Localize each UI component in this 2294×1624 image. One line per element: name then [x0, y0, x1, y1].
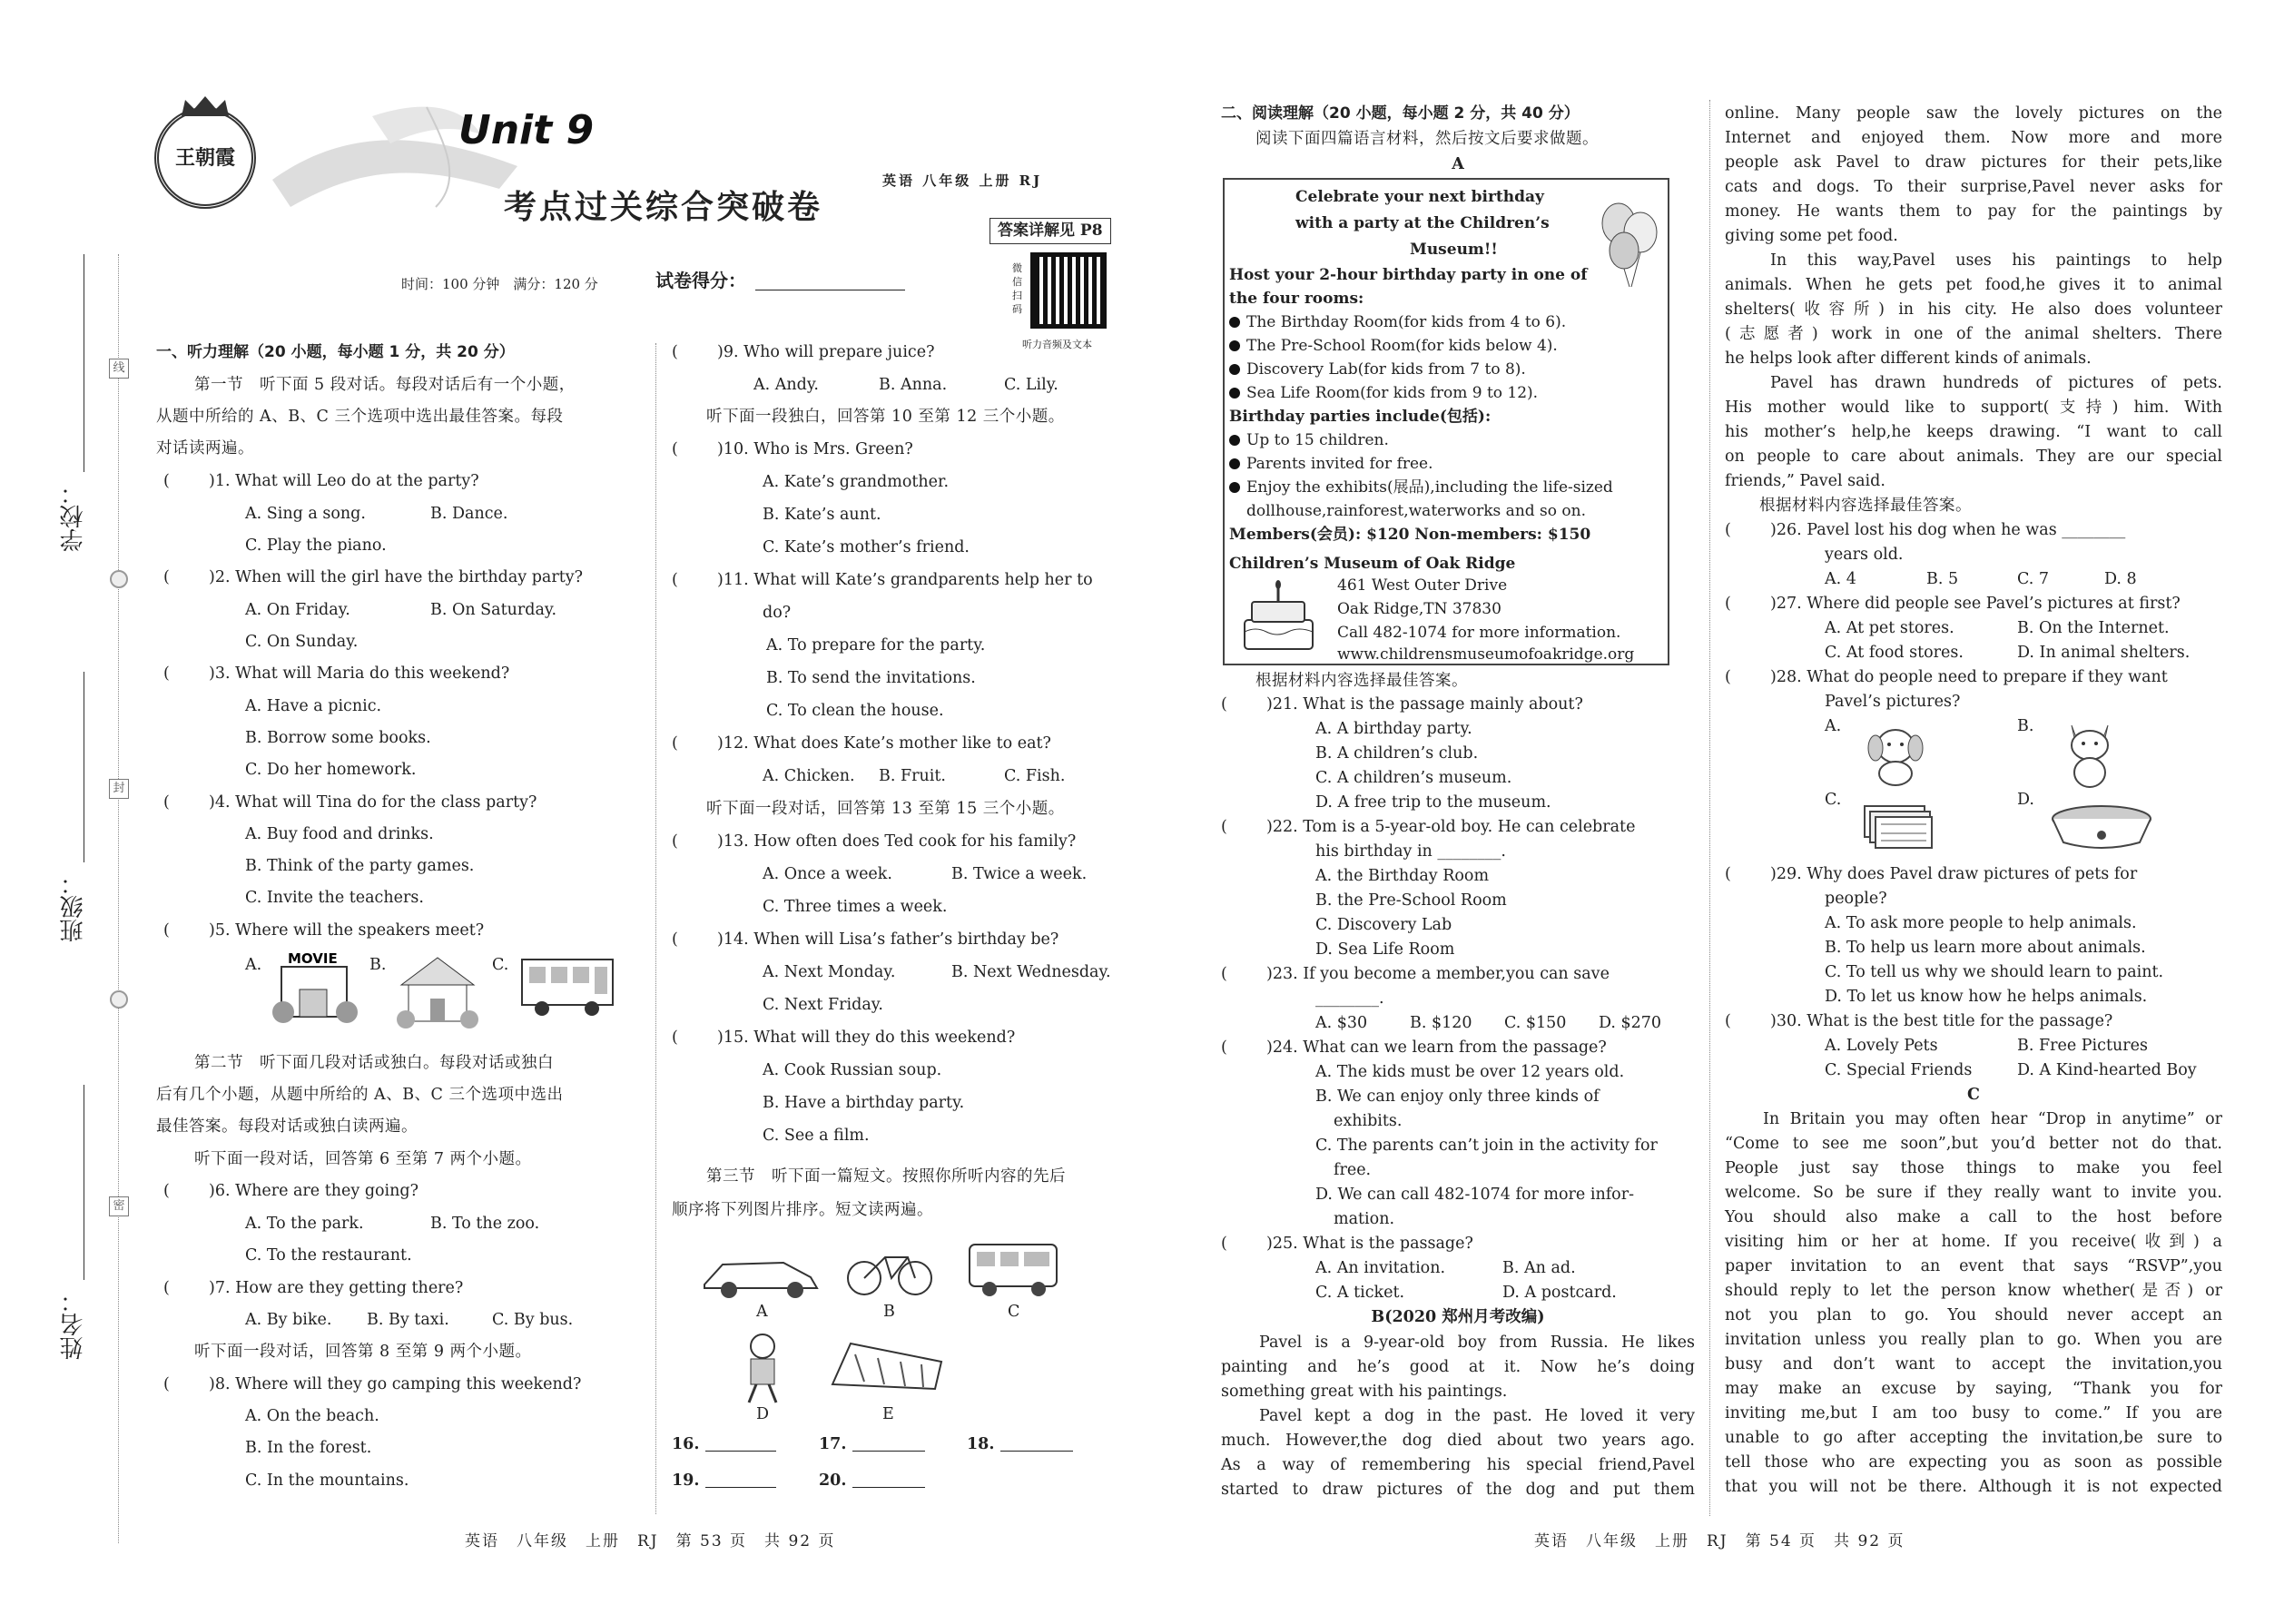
question-26-stem: )26. Pavel lost his dog when he was ________ [1770, 521, 2126, 539]
q6-option-b[interactable]: B. To the zoo. [430, 1215, 540, 1233]
answer-bracket[interactable]: ( [1221, 965, 1227, 983]
score-label: 试卷得分： [655, 270, 746, 291]
qr-side-text: 微信扫码 [1012, 262, 1022, 315]
pic-label-e: E [882, 1405, 894, 1423]
instruction-b: 根据材料内容选择最佳答案。 [1759, 497, 1972, 515]
q27-option-a[interactable]: A. At pet stores. [1825, 619, 1954, 637]
seal-mark: 密 [109, 1196, 129, 1216]
balloons-icon [1597, 198, 1662, 289]
q30-option-a[interactable]: A. Lovely Pets [1825, 1037, 1938, 1055]
train-picture [828, 1334, 946, 1398]
answer-bracket[interactable]: ( [672, 930, 678, 949]
answer-bracket[interactable]: ( [672, 343, 678, 361]
question-1-stem: )1. What will Leo do at the party? [209, 472, 479, 490]
ad-box [1223, 178, 1669, 665]
q1-option-a[interactable]: A. Sing a song. [245, 505, 366, 523]
order-blank-20[interactable]: 20. [819, 1469, 925, 1493]
q26-option-a[interactable]: A. 4 [1825, 570, 1856, 588]
question-30-stem: )30. What is the best title for the passage? [1770, 1012, 2113, 1030]
note-6-7: 听下面一段对话，回答第 6 至第 7 两个小题。 [194, 1150, 532, 1168]
q25-option-d[interactable]: D. A postcard. [1502, 1284, 1617, 1302]
q8-option-b[interactable]: B. In the forest. [245, 1439, 372, 1457]
answer-bracket[interactable]: ( [1221, 695, 1227, 714]
school-label: 学校： [60, 481, 87, 552]
q21-option-b[interactable]: B. A children’s club. [1315, 744, 1479, 763]
q2-option-a[interactable]: A. On Friday. [245, 601, 350, 619]
q24-option-c-cont: free. [1334, 1161, 1372, 1179]
q24-option-b-cont: exhibits. [1334, 1112, 1403, 1130]
q21-option-a[interactable]: A. A birthday party. [1315, 720, 1472, 738]
answer-bracket[interactable]: ( [672, 832, 678, 851]
q14-option-b[interactable]: B. Next Wednesday. [951, 963, 1111, 981]
q11-option-a[interactable]: A. To prepare for the party. [766, 636, 986, 655]
q10-option-a[interactable]: A. Kate’s grandmother. [763, 473, 950, 491]
ad-title: Celebrate your next birthday [1295, 188, 1544, 206]
question-29-stem: )29. Why does Pavel draw pictures of pets for [1770, 865, 2138, 883]
question-23-stem-cont: ________. [1315, 989, 1384, 1008]
room-item: Sea Life Room(for kids from 9 to 12). [1229, 381, 1538, 405]
q3-option-a[interactable]: A. Have a picnic. [245, 697, 382, 715]
q7-option-c[interactable]: C. By bus. [492, 1311, 574, 1329]
question-2-stem: )2. When will the girl have the birthday party? [209, 568, 584, 586]
room-item: Discovery Lab(for kids from 7 to 8). [1229, 358, 1526, 381]
passage-b-line: friends,” Pavel said. [1725, 472, 1885, 490]
q8-option-c[interactable]: C. In the mountains. [245, 1471, 409, 1490]
q13-option-c[interactable]: C. Three times a week. [763, 898, 948, 916]
passage-b-line: shelters(收容所) in his city. He also does volunteer [1725, 300, 2222, 319]
question-23-stem: )23. If you become a member,you can save [1266, 965, 1610, 983]
q6-option-c[interactable]: C. To the restaurant. [245, 1246, 412, 1265]
question-21-stem: )21. What is the passage mainly about? [1266, 695, 1583, 714]
q22-option-b[interactable]: B. the Pre-School Room [1315, 891, 1507, 910]
part3-intro: 顺序将下列图片排序。短文读两遍。 [672, 1201, 933, 1219]
bus-picture [964, 1239, 1064, 1298]
ad-museum: Children’s Museum of Oak Ridge [1229, 555, 1516, 573]
q4-option-c[interactable]: C. Invite the teachers. [245, 889, 424, 907]
ad-title: Museum!! [1410, 241, 1498, 259]
q30-option-b[interactable]: B. Free Pictures [2017, 1037, 2148, 1055]
question-6-stem: )6. Where are they going? [209, 1182, 419, 1200]
passage-a-label: A [1452, 155, 1464, 173]
bicycle-picture [844, 1244, 935, 1298]
question-22-stem: )22. Tom is a 5-year-old boy. He can celebrate [1266, 818, 1636, 836]
q25-option-b[interactable]: B. An ad. [1502, 1259, 1576, 1277]
q4-option-a[interactable]: A. Buy food and drinks. [245, 825, 434, 843]
passage-c-line: that you will not be there. Although it is not expected [1725, 1478, 2222, 1496]
car-picture [697, 1248, 824, 1303]
unit-title: Unit 9 [458, 107, 595, 153]
question-24-stem: )24. What can we learn from the passage? [1266, 1038, 1607, 1057]
logo-text: 王朝霞 [174, 146, 235, 170]
part2-intro: 第二节 听下面几段对话或独白。每段对话或独白 [194, 1054, 554, 1072]
passage-b-line: In this way,Pavel uses his paintings to help [1770, 251, 2222, 270]
passage-b-line: people ask Pavel to draw pictures for their pets,like [1725, 153, 2222, 172]
answer-bracket[interactable]: ( [163, 1182, 170, 1200]
part2-intro: 后有几个小题，从题中所给的 A、B、C 三个选项中选出 [156, 1086, 564, 1104]
answer-bracket[interactable]: ( [1221, 1235, 1227, 1253]
question-7-stem: )7. How are they getting there? [209, 1279, 464, 1297]
question-5-stem: )5. Where will the speakers meet? [209, 921, 485, 940]
ad-phone: Call 482-1074 for more information. [1337, 624, 1621, 642]
question-8-stem: )8. Where will they go camping this weekend? [209, 1375, 582, 1393]
part2-intro: 最佳答案。每段对话或独白读两遍。 [156, 1117, 418, 1136]
pic-label-c: C [1008, 1303, 1020, 1321]
reading-intro: 阅读下面四篇语言材料，然后按文后要求做题。 [1255, 130, 1599, 148]
q22-option-a[interactable]: A. the Birthday Room [1315, 867, 1490, 885]
passage-b-line: much. However,the dog died about two years ago. [1221, 1432, 1695, 1450]
room-item: The Birthday Room(for kids from 4 to 6). [1229, 310, 1566, 334]
passage-c-line: You should also make a call to the host before [1725, 1208, 2222, 1226]
q4-option-b[interactable]: B. Think of the party games. [245, 857, 475, 875]
q29-option-b[interactable]: B. To help us learn more about animals. [1825, 939, 2146, 957]
passage-b-line: cats and dogs. To their surprise,Pavel never asks for [1725, 178, 2222, 196]
ad-address: Oak Ridge,TN 37830 [1337, 600, 1501, 618]
q22-option-d[interactable]: D. Sea Life Room [1315, 940, 1455, 959]
q12-option-a[interactable]: A. Chicken. [763, 767, 855, 785]
passage-b-line: As a way of remembering his special friend,Pavel [1221, 1456, 1695, 1474]
q23-option-c[interactable]: C. $150 [1504, 1014, 1567, 1032]
page-footer-right: 英语 八年级 上册 RJ 第 54 页 共 92 页 [1534, 1532, 1905, 1550]
class-label: 班级： [60, 871, 87, 942]
answer-bracket[interactable]: ( [163, 793, 170, 812]
answer-bracket[interactable]: ( [672, 440, 678, 458]
answer-bracket[interactable]: ( [163, 472, 170, 490]
q25-option-a[interactable]: A. An invitation. [1315, 1259, 1446, 1277]
q30-option-d[interactable]: D. A Kind-hearted Boy [2017, 1061, 2197, 1079]
passage-c-line: unable to go after accepting the invitation,be sure to [1725, 1429, 2222, 1447]
passage-c-line: busy and don’t want to accept the invitation,you [1725, 1355, 2222, 1373]
q11-option-b[interactable]: B. To send the invitations. [766, 669, 976, 687]
include-item: Parents invited for free. [1229, 452, 1433, 476]
question-22-stem-cont: his birthday in ________. [1315, 842, 1506, 861]
q7-option-a[interactable]: A. By bike. [245, 1311, 332, 1329]
question-29-stem-cont: people? [1825, 890, 1887, 908]
q30-option-c[interactable]: C. Special Friends [1825, 1061, 1973, 1079]
order-blank-19[interactable]: 19. [672, 1469, 776, 1493]
q2-option-b[interactable]: B. On Saturday. [430, 601, 557, 619]
q7-option-b[interactable]: B. By taxi. [367, 1311, 449, 1329]
question-25-stem: )25. What is the passage? [1266, 1235, 1473, 1253]
passage-c-line: welcome. So be sure if they really want to invite you. [1725, 1184, 2222, 1202]
question-26-stem-cont: years old. [1825, 546, 1904, 564]
page-footer-left: 英语 八年级 上册 RJ 第 53 页 共 92 页 [465, 1532, 836, 1550]
part1-intro: 从题中所给的 A、B、C 三个选项中选出最佳答案。每段 [156, 408, 564, 426]
q28-option-b[interactable]: B. [2017, 717, 2034, 735]
ad-website[interactable]: www.childrensmuseumofoakridge.org [1337, 645, 1635, 664]
seal-mark: 封 [109, 779, 129, 799]
subject-line: 英语 八年级 上册 RJ [882, 172, 1043, 189]
passage-b-line: Pavel kept a dog in the past. He loved it very [1259, 1407, 1695, 1425]
include-item-cont: dollhouse,rainforest,waterworks and so on. [1246, 502, 1586, 520]
passage-c-line: should reply to let the person know whether(是否) or [1725, 1282, 2222, 1300]
q29-option-a[interactable]: A. To ask more people to help animals. [1825, 914, 2137, 932]
seal-mark: 线 [109, 359, 129, 379]
question-10-stem: )10. Who is Mrs. Green? [717, 440, 913, 458]
pet-food-bowl-picture [2047, 799, 2156, 853]
passage-b-line: His mother would like to support(支持) him. With [1725, 399, 2222, 417]
q25-option-c[interactable]: C. A ticket. [1315, 1284, 1405, 1302]
answer-bracket[interactable]: ( [163, 1375, 170, 1393]
q23-option-d[interactable]: D. $270 [1599, 1014, 1662, 1032]
passage-b-line: giving some pet food. [1725, 227, 1898, 245]
q28-option-a[interactable]: A. [1825, 717, 1842, 735]
q8-option-a[interactable]: A. On the beach. [245, 1407, 379, 1425]
q24-option-c[interactable]: C. The parents can’t join in the activity for [1315, 1137, 1658, 1155]
passage-b-line: Pavel is a 9-year-old boy from Russia. He likes [1259, 1334, 1695, 1352]
passage-c-line: not you plan to go. You should never accept an [1725, 1306, 2222, 1324]
passage-b-line: Pavel has drawn hundreds of pictures of pets. [1770, 374, 2222, 392]
q21-option-c[interactable]: C. A children’s museum. [1315, 769, 1512, 787]
question-28-stem: )28. What do people need to prepare if they want [1770, 668, 2168, 686]
q3-option-c[interactable]: C. Do her homework. [245, 761, 417, 779]
ad-members: Members(会员): $120 Non-members: $150 [1229, 526, 1591, 544]
cinema-picture [265, 949, 365, 1030]
q14-option-a[interactable]: A. Next Monday. [763, 963, 896, 981]
order-blank-17[interactable]: 17. [819, 1432, 925, 1457]
cat-picture [2053, 713, 2126, 790]
part3-intro: 第三节 听下面一篇短文。按照你所听内容的先后 [706, 1167, 1066, 1186]
order-blank-16[interactable]: 16. [672, 1432, 776, 1457]
q29-option-d[interactable]: D. To let us know how he helps animals. [1825, 988, 2148, 1006]
question-15-stem: )15. What will they do this weekend? [717, 1029, 1016, 1047]
q15-option-c[interactable]: C. See a film. [763, 1127, 870, 1145]
instruction-a: 根据材料内容选择最佳答案。 [1255, 672, 1468, 690]
passage-b-line: Internet and enjoyed them. Now more and more [1725, 129, 2222, 147]
question-14-stem: )14. When will Lisa’s father’s birthday be? [717, 930, 1059, 949]
pic-label-d: D [756, 1405, 770, 1423]
passage-b-line: he helps look after different kinds of animals. [1725, 349, 2092, 368]
q23-option-a[interactable]: A. $30 [1315, 1014, 1368, 1032]
q9-option-c[interactable]: C. Lily. [1004, 376, 1058, 394]
passage-c-line: invitation unless you really plan to go. When you are [1725, 1331, 2222, 1349]
column-divider [655, 343, 656, 1514]
order-blank-18[interactable]: 18. [967, 1432, 1073, 1457]
answer-bracket[interactable]: ( [1725, 595, 1731, 613]
answer-bracket[interactable]: ( [672, 571, 678, 589]
q23-option-b[interactable]: B. $120 [1410, 1014, 1472, 1032]
note-10-12: 听下面一段独白，回答第 10 至第 12 三个小题。 [706, 408, 1065, 426]
question-4-stem: )4. What will Tina do for the class party? [209, 793, 537, 812]
question-13-stem: )13. How often does Ted cook for his family? [717, 832, 1077, 851]
answer-bracket[interactable]: ( [163, 921, 170, 940]
q5-option-a[interactable]: A. [245, 956, 262, 974]
passage-c-line: may make an excuse by saying, “Thank you for [1725, 1380, 2222, 1398]
qr-caption: 听力音频及文本 [1022, 339, 1092, 350]
passage-c-line: tell those who are expecting you as soon as possible [1725, 1453, 2222, 1471]
passage-b-line: started to draw pictures of the dog and put them [1221, 1481, 1695, 1499]
q22-option-c[interactable]: C. Discovery Lab [1315, 916, 1452, 934]
passage-b-label: B(2020 郑州月考改编) [1371, 1308, 1545, 1326]
q13-option-b[interactable]: B. Twice a week. [951, 865, 1088, 883]
ad-address: 461 West Outer Drive [1337, 576, 1508, 595]
q5-option-b[interactable]: B. [369, 956, 387, 974]
q28-option-d[interactable]: D. [2017, 791, 2034, 809]
passage-c-line: People just say those things to make you feel [1725, 1159, 2222, 1177]
pic-label-a: A [756, 1303, 768, 1321]
note-8-9: 听下面一段对话，回答第 8 至第 9 两个小题。 [194, 1343, 532, 1361]
paper-title: 考点过关综合突破卷 [504, 188, 823, 226]
q11-option-c[interactable]: C. To clean the house. [766, 702, 944, 720]
part1-intro: 第一节 听下面 5 段对话。每段对话后有一个小题， [194, 376, 576, 394]
q13-option-a[interactable]: A. Once a week. [763, 865, 892, 883]
passage-b-line: painting and he’s good at it. Now he’s doing [1221, 1358, 1695, 1376]
question-27-stem: )27. Where did people see Pavel’s pictures at first? [1770, 595, 2181, 613]
passage-b-line: animals. When he gets pet food,he gives it to animal [1725, 276, 2222, 294]
answer-bracket[interactable]: ( [672, 734, 678, 753]
movie-sign: MOVIE [288, 950, 338, 967]
q9-option-b[interactable]: B. Anna. [879, 376, 948, 394]
q10-option-b[interactable]: B. Kate’s aunt. [763, 506, 881, 524]
ad-include-head: Birthday parties include(包括): [1229, 408, 1492, 426]
answer-bracket[interactable]: ( [163, 1279, 170, 1297]
q1-option-c[interactable]: C. Play the piano. [245, 536, 387, 555]
listening-heading: 一、听力理解（20 小题，每小题 1 分，共 20 分） [156, 343, 515, 361]
q24-option-d-cont: mation. [1334, 1210, 1395, 1228]
answer-ref: 答案详解见 P8 [989, 218, 1111, 244]
q27-option-d[interactable]: D. In animal shelters. [2017, 644, 2191, 662]
q9-option-a[interactable]: A. Andy. [753, 376, 819, 394]
library-picture [392, 949, 483, 1030]
part1-intro: 对话读两遍。 [156, 439, 254, 458]
birthday-cake-icon [1236, 579, 1322, 656]
passage-c-line: visiting him or her at home. If you receive(收到) a [1725, 1233, 2222, 1251]
q15-option-b[interactable]: B. Have a birthday party. [763, 1094, 965, 1112]
q15-option-a[interactable]: A. Cook Russian soup. [763, 1061, 942, 1079]
ad-host: Host your 2-hour birthday party in one of [1229, 266, 1588, 284]
binding-hole [110, 570, 128, 588]
qr-code[interactable] [1030, 252, 1107, 329]
boy-walking-picture [731, 1330, 794, 1407]
passage-b-line: something great with his paintings. [1221, 1383, 1508, 1401]
passage-c-line: “Come to see me soon”,but you’d better not do that. [1725, 1135, 2222, 1153]
time-score: 时间：100 分钟 满分：120 分 [401, 276, 598, 292]
reading-heading: 二、阅读理解（20 小题，每小题 2 分，共 40 分） [1221, 104, 1580, 123]
binding-hole [110, 990, 128, 1009]
q6-option-a[interactable]: A. To the park. [245, 1215, 364, 1233]
q26-option-c[interactable]: C. 7 [2017, 570, 2050, 588]
answer-bracket[interactable]: ( [1221, 1038, 1227, 1057]
q1-option-b[interactable]: B. Dance. [430, 505, 508, 523]
name-label: 姓名： [60, 1289, 87, 1360]
q26-option-b[interactable]: B. 5 [1926, 570, 1959, 588]
q5-option-c[interactable]: C. [492, 956, 509, 974]
q10-option-c[interactable]: C. Kate’s mother’s friend. [763, 538, 970, 556]
passage-b-line: money. He wants them to pay for the paintings by [1725, 202, 2222, 221]
answer-bracket[interactable]: ( [1221, 818, 1227, 836]
ad-title: with a party at the Children’s [1295, 214, 1550, 232]
money-picture [1859, 799, 1936, 853]
answer-bracket[interactable]: ( [163, 568, 170, 586]
answer-bracket[interactable]: ( [163, 664, 170, 683]
q29-option-c[interactable]: C. To tell us why we should learn to paint. [1825, 963, 2164, 981]
ad-host: the four rooms: [1229, 290, 1364, 308]
q14-option-c[interactable]: C. Next Friday. [763, 996, 883, 1014]
answer-bracket[interactable]: ( [1725, 521, 1731, 539]
question-12-stem: )12. What does Kate’s mother like to eat? [717, 734, 1051, 753]
question-11-stem-cont: do? [763, 604, 792, 622]
include-item: Up to 15 children. [1229, 428, 1389, 452]
q21-option-d[interactable]: D. A free trip to the museum. [1315, 793, 1551, 812]
bus-stop-picture [515, 949, 619, 1021]
q24-option-b[interactable]: B. We can enjoy only three kinds of [1315, 1088, 1600, 1106]
passage-b-line: (志愿者) work in one of the animal shelters. There [1725, 325, 2222, 343]
passage-b-line: on people to care about animals. They are our special [1725, 448, 2222, 466]
q26-option-d[interactable]: D. 8 [2104, 570, 2137, 588]
q24-option-d[interactable]: D. We can call 482-1074 for more infor- [1315, 1186, 1634, 1204]
passage-b-line: online. Many people saw the lovely pictures on the [1725, 104, 2222, 123]
q28-option-c[interactable]: C. [1825, 791, 1842, 809]
toy-dog-picture [1859, 717, 1932, 790]
answer-bracket[interactable]: ( [1725, 865, 1731, 883]
binding-line [118, 254, 119, 1543]
pic-label-b: B [883, 1303, 895, 1321]
q27-option-b[interactable]: B. On the Internet. [2017, 619, 2170, 637]
passage-c-line: paper invitation to an event that says “RSVP”,you [1725, 1257, 2222, 1275]
q2-option-c[interactable]: C. On Sunday. [245, 633, 359, 651]
note-13-15: 听下面一段对话，回答第 13 至第 15 三个小题。 [706, 800, 1065, 818]
passage-b-line: his mother’s help,he keeps drawing. “I want to call [1725, 423, 2222, 441]
q27-option-c[interactable]: C. At food stores. [1825, 644, 1964, 662]
q3-option-b[interactable]: B. Borrow some books. [245, 729, 431, 747]
answer-bracket[interactable]: ( [1725, 668, 1731, 686]
question-9-stem: )9. Who will prepare juice? [717, 343, 935, 361]
passage-c-label: C [1967, 1086, 1980, 1104]
q12-option-c[interactable]: C. Fish. [1004, 767, 1066, 785]
passage-c-line: inviting me,but I am too busy to come.” If you are [1725, 1404, 2222, 1422]
room-item: The Pre-School Room(for kids below 4). [1229, 334, 1558, 358]
passage-c-line: In Britain you may often hear “Drop in anytime” or [1763, 1110, 2222, 1128]
question-3-stem: )3. What will Maria do this weekend? [209, 664, 510, 683]
question-28-stem-cont: Pavel’s pictures? [1825, 693, 1961, 711]
answer-bracket[interactable]: ( [1725, 1012, 1731, 1030]
q12-option-b[interactable]: B. Fruit. [879, 767, 946, 785]
answer-bracket[interactable]: ( [672, 1029, 678, 1047]
column-divider [1709, 100, 1710, 1516]
question-11-stem: )11. What will Kate’s grandparents help her to [717, 571, 1093, 589]
include-item: Enjoy the exhibits(展品),including the life-sized [1229, 476, 1613, 499]
q24-option-a[interactable]: A. The kids must be over 12 years old. [1315, 1063, 1625, 1081]
